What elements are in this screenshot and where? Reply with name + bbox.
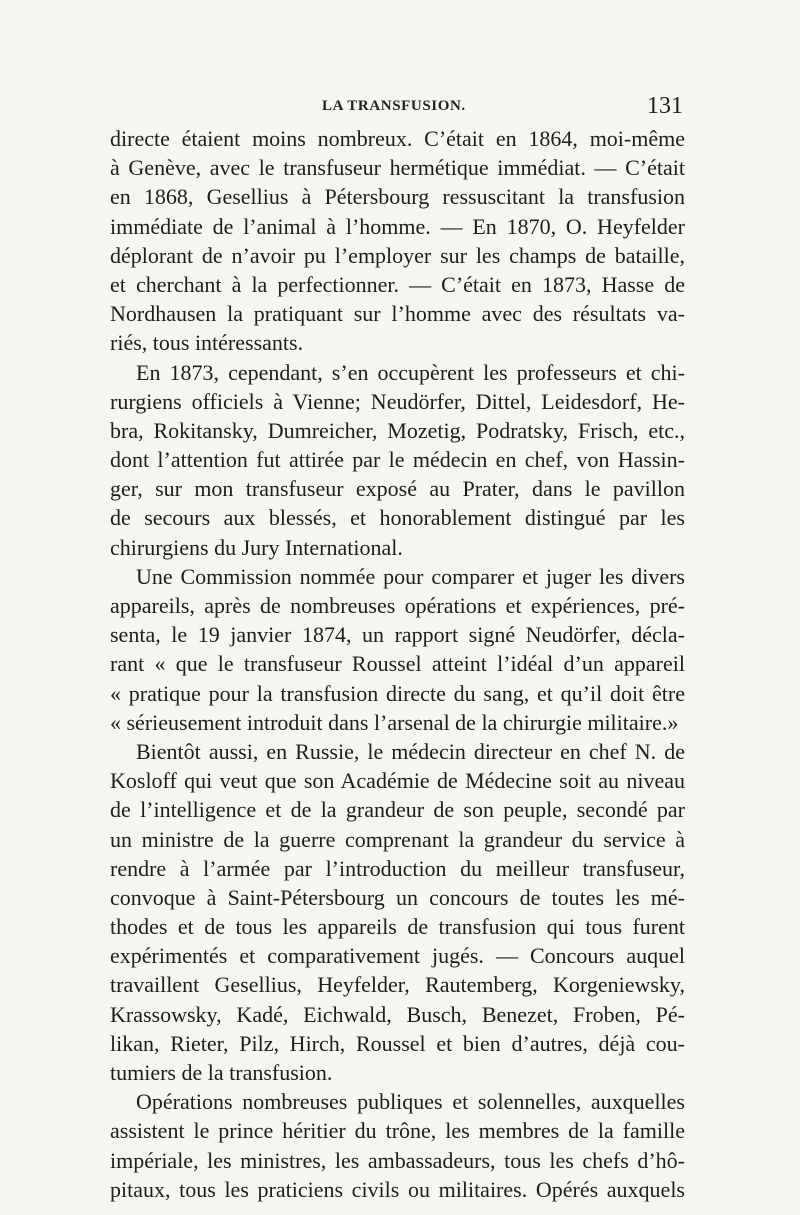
text-line: ger, sur mon transfuseur exposé au Prater, dans le pavillon [110,476,685,502]
text-line: Kosloff qui veut que son Académie de Médecine soit au niveau [110,768,685,794]
text-line: chirurgiens du Jury International. [110,534,403,560]
text-line: appareils, après de nombreuses opérations et expériences, pré- [110,593,685,618]
text-line: likan, Rieter, Pilz, Hirch, Roussel et bien d’autres, déjà cou- [110,1030,685,1056]
paragraph-start-line: Opérations nombreuses publiques et solennelles, auxquelles [136,1089,685,1115]
body-text [110,124,685,1204]
running-title: LA TRANSFUSION. [322,98,466,114]
text-line: et cherchant à la perfectionner. — C’était en 1873, Hasse de [110,271,685,297]
text-line: déplorant de n’avoir pu l’employer sur les champs de bataille, [110,242,685,268]
text-line: à Genève, avec le transfuseur hermétique immédiat. — C’était [110,155,685,181]
text-line: rurgiens officiels à Vienne; Neudörfer, Dittel, Leidesdorf, He- [110,388,685,414]
text-line: un ministre de la guerre comprenant la grandeur du service à [110,826,685,852]
text-line: convoque à Saint-Pétersbourg un concours de toutes les mé- [110,884,685,910]
text-line: de secours aux blessés, et honorablement distingué par les [110,505,685,531]
text-line: immédiate de l’animal à l’homme. — En 1870, O. Heyfelder [110,213,685,239]
text-line: bra, Rokitansky, Dumreicher, Mozetig, Podratsky, Frisch, etc., [110,417,685,443]
text-line: directe étaient moins nombreux. C’était en 1864, moi-même [110,126,685,151]
paragraph-start-line: Une Commission nommée pour comparer et juger les divers [136,563,685,589]
text-line: Nordhausen la pratiquant sur l’homme avec des résultats va- [110,301,685,327]
text-line: assistent le prince héritier du trône, les membres de la famille [110,1118,685,1144]
text-line: Krassowsky, Kadé, Eichwald, Busch, Benezet, Froben, Pé- [110,1001,685,1027]
text-line: « sérieusement introduit dans l’arsenal de la chirurgie militaire.» [110,709,679,735]
text-line: en 1868, Gesellius à Pétersbourg ressuscitant la transfusion [110,184,685,210]
paragraph-start-line: En 1873, cependant, s’en occupèrent les professeurs et chi- [136,359,685,385]
text-line: rant « que le transfuseur Roussel atteint l’idéal d’un appareil [110,651,685,677]
text-line: « pratique pour la transfusion directe du sang, et qu’il doit être [110,680,685,706]
page-number: 131 [647,93,683,119]
text-line: travaillent Gesellius, Heyfelder, Rautemberg, Korgeniewsky, [110,972,685,998]
text-line: impériale, les ministres, les ambassadeurs, tous les chefs d’hô- [110,1147,685,1173]
paragraph-start-line: Bientôt aussi, en Russie, le médecin directeur en chef N. de [136,738,685,764]
running-head [110,93,685,124]
text-line: pitaux, tous les praticiens civils ou militaires. Opérés auxquels [110,1176,685,1202]
text-line: dont l’attention fut attirée par le médecin en chef, von Hassin- [110,447,685,473]
text-line: rendre à l’armée par l’introduction du meilleur transfuseur, [110,855,685,881]
text-line: senta, le 19 janvier 1874, un rapport signé Neudörfer, décla- [110,622,685,648]
text-line: thodes et de tous les appareils de transfusion qui tous furent [110,914,685,940]
text-line: de l’intelligence et de la grandeur de son peuple, secondé par [110,797,685,823]
text-line: tumiers de la transfusion. [110,1060,333,1085]
text-line: expérimentés et comparativement jugés. — Concours auquel [110,943,685,969]
text-line: riés, tous intéressants. [110,330,304,356]
